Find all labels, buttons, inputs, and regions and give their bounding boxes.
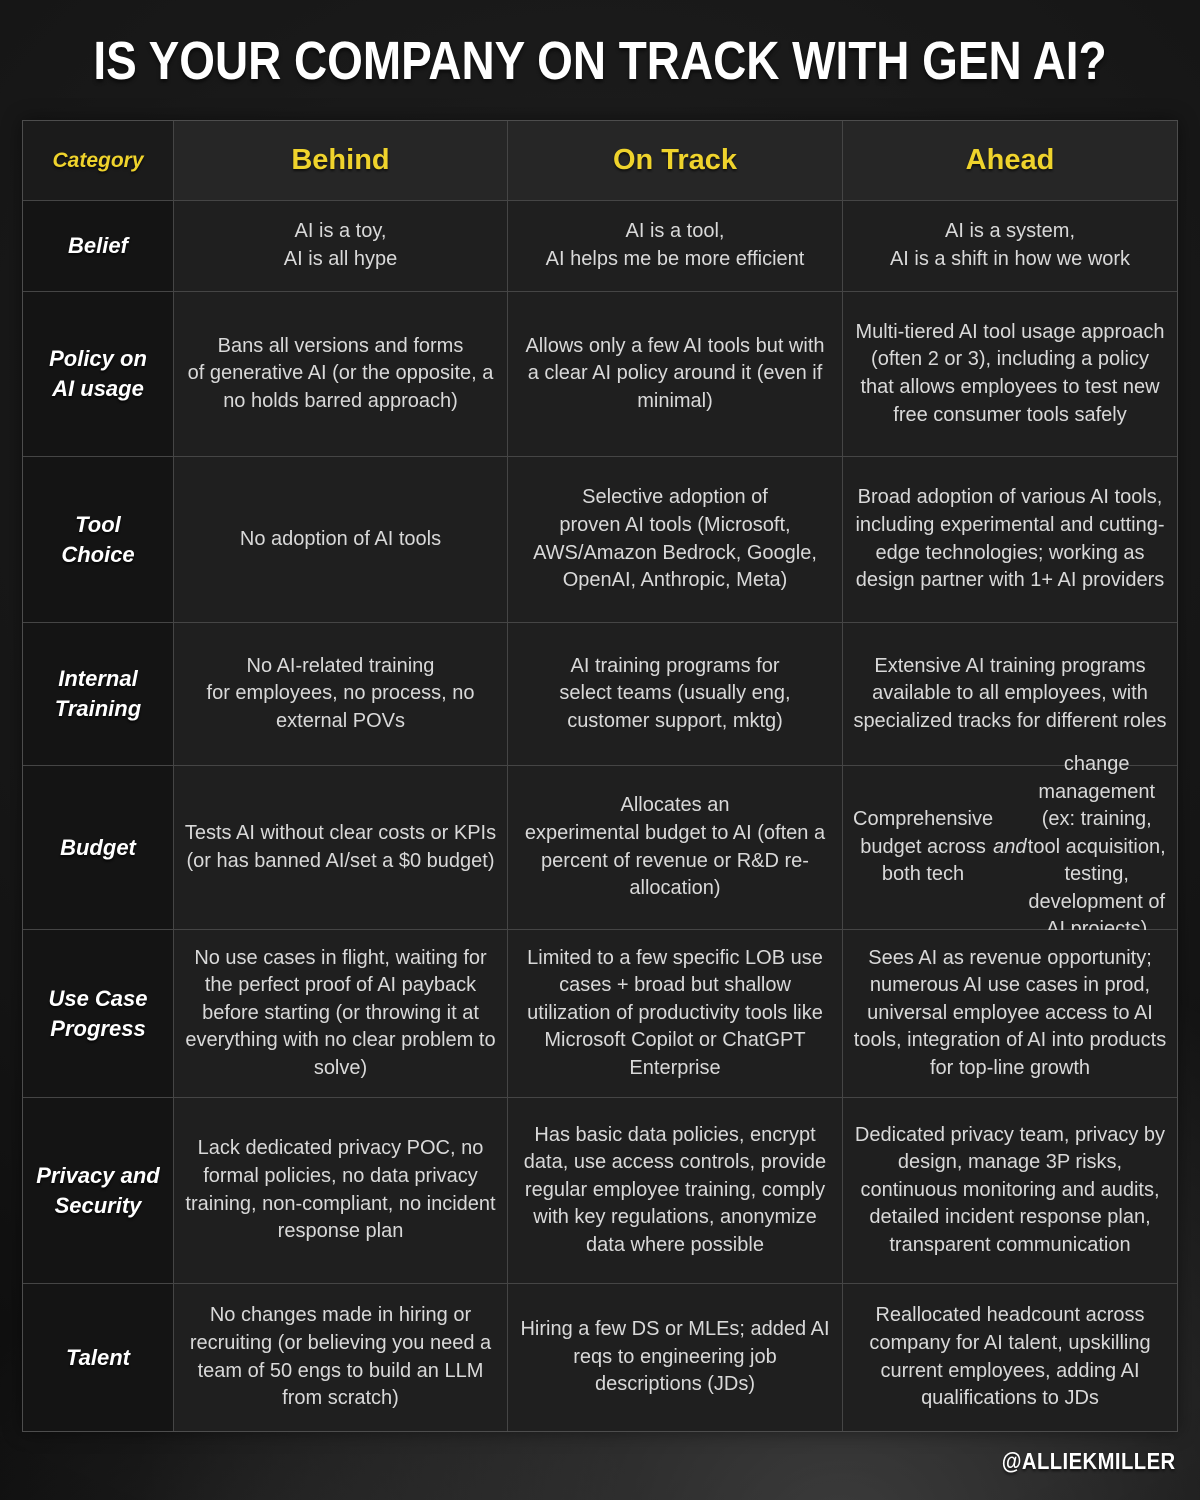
cell-policy-ahead: Multi-tiered AI tool usage approach (often 2 or 3), including a policy that allows employees to test new free consumer tools safely [843, 292, 1177, 456]
row-header-policy-on-ai-usage: Policy on AI usage [23, 292, 173, 456]
cell-talent-ahead: Reallocated headcount across company for AI talent, upskilling current employees, adding AI qualifications to JDs [843, 1284, 1177, 1431]
cell-belief-ahead: AI is a system, AI is a shift in how we work [843, 201, 1177, 291]
cell-use-case-behind: No use cases in flight, waiting for the perfect proof of AI payback before starting (or throwing it at everything with no clear problem to solve) [174, 930, 507, 1097]
cell-privacy-on-track: Has basic data policies, encrypt data, use access controls, provide regular employee training, comply with key regulations, anonymize data where possible [508, 1098, 842, 1283]
author-handle: @ALLIEKMILLER [1002, 1448, 1176, 1474]
budget-ahead-text-post: change management (ex: training, tool acquisition, testing, development of [1027, 752, 1166, 913]
gen-ai-comparison-table [22, 120, 1178, 1432]
cell-internal-training-on-track: AI training programs for select teams (usually eng, customer support, mktg) [508, 623, 842, 765]
cell-use-case-on-track: Limited to a few specific LOB use cases + broad but shallow utilization of productivity tools like Microsoft Copilot or ChatGPT Enterprise [508, 930, 842, 1097]
cell-talent-behind: No changes made in hiring or recruiting (or believing you need a team of 50 engs to build an LLM from scratch) [174, 1284, 507, 1431]
page-title: IS YOUR COMPANY ON TRACK WITH GEN AI? [93, 31, 1107, 91]
cell-tool-choice-behind: No adoption of AI tools [174, 457, 507, 622]
cell-belief-behind: AI is a toy, AI is all hype [174, 201, 507, 291]
cell-use-case-ahead: Sees AI as revenue opportunity; numerous AI use cases in prod, universal employee access to AI tools, integration of AI into products for top-line growth [843, 930, 1177, 1097]
row-header-privacy-and-security: Privacy and Security [23, 1098, 173, 1283]
cell-privacy-behind: Lack dedicated privacy POC, no formal policies, no data privacy training, non-compliant, no incident response plan [174, 1098, 507, 1283]
row-header-talent: Talent [23, 1284, 173, 1431]
budget-ahead-text-italic: and [993, 835, 1027, 858]
col-header-behind: Behind [174, 121, 507, 200]
row-header-use-case-progress: Use Case Progress [23, 930, 173, 1097]
col-header-on-track: On Track [508, 121, 842, 200]
col-header-category: Category [23, 121, 173, 200]
cell-budget-behind: Tests AI without clear costs or KPIs (or has banned AI/set a $0 budget) [174, 766, 507, 929]
cell-budget-on-track: Allocates an experimental budget to AI (often a percent of revenue or R&D re-allocation) [508, 766, 842, 929]
budget-ahead-text-pre: Comprehensive budget across both tech [853, 808, 994, 886]
cell-budget-ahead [843, 752, 1177, 929]
cell-internal-training-behind: No AI-related training for employees, no process, no external POVs [174, 623, 507, 765]
cell-policy-on-track: Allows only a few AI tools but with a clear AI policy around it (even if minimal) [508, 292, 842, 456]
cell-internal-training-ahead: Extensive AI training programs available to all employees, with specialized tracks for different roles [843, 623, 1177, 765]
cell-policy-behind: Bans all versions and forms of generative AI (or the opposite, a no holds barred approach) [174, 292, 507, 456]
cell-privacy-ahead: Dedicated privacy team, privacy by design, manage 3P risks, continuous monitoring and audits, detailed incident response plan, transparent communication [843, 1098, 1177, 1283]
cell-tool-choice-on-track: Selective adoption of proven AI tools (Microsoft, AWS/Amazon Bedrock, Google, OpenAI, Anthropic, Meta) [508, 457, 842, 622]
col-header-ahead: Ahead [843, 121, 1177, 200]
row-header-belief: Belief [23, 201, 173, 291]
row-header-tool-choice: Tool Choice [23, 457, 173, 622]
row-header-internal-training: Internal Training [23, 623, 173, 765]
cell-tool-choice-ahead: Broad adoption of various AI tools, including experimental and cutting-edge technologies; working as design partner with 1+ AI providers [843, 457, 1177, 622]
cell-talent-on-track: Hiring a few DS or MLEs; added AI reqs to engineering job descriptions (JDs) [508, 1284, 842, 1431]
cell-belief-on-track: AI is a tool, AI helps me be more efficient [508, 201, 842, 291]
row-header-budget: Budget [23, 766, 173, 929]
